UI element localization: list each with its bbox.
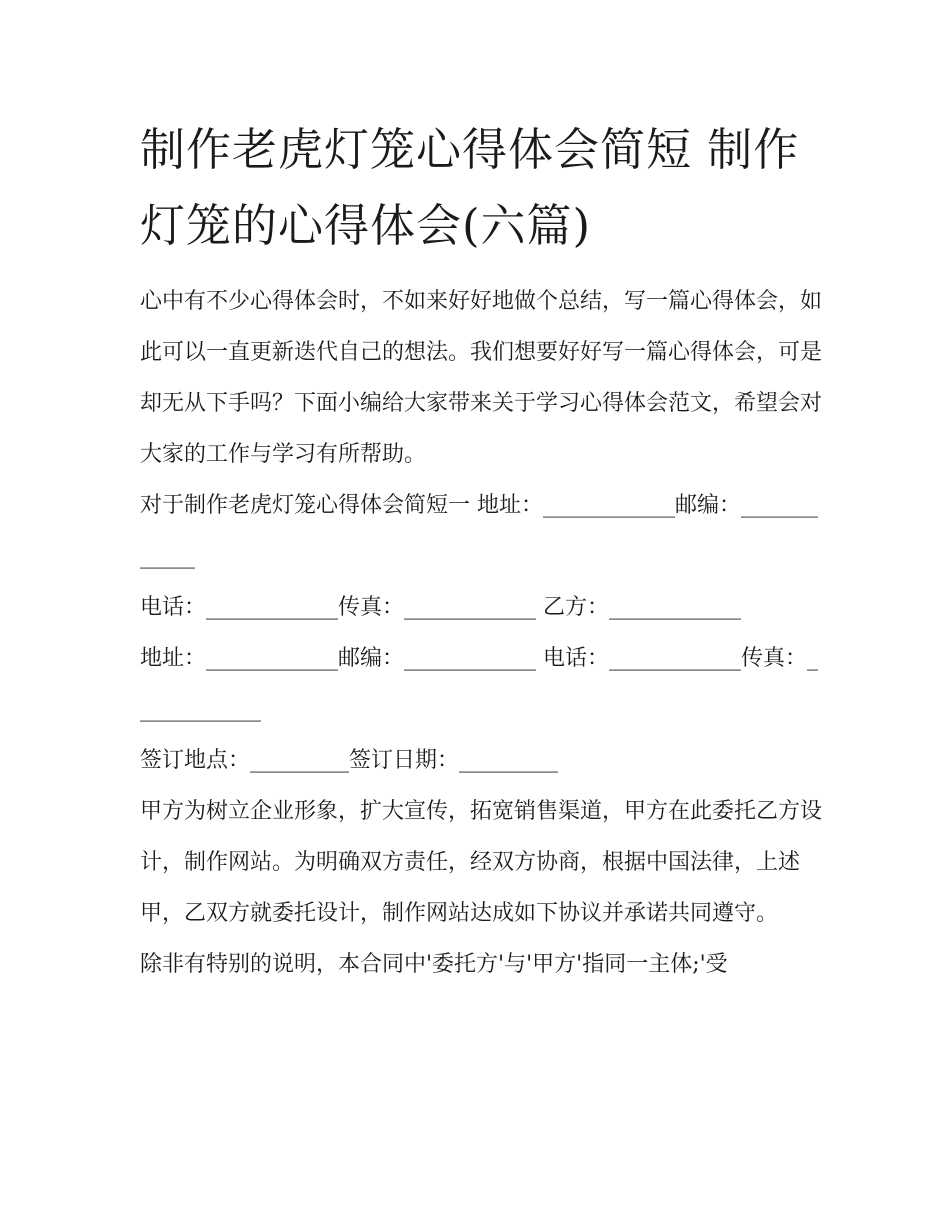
paragraph-definitions: 除非有特别的说明，本合同中'委托方'与'甲方'指同一主体;'受: [140, 952, 728, 977]
paragraph-party-a-phone: 电话：____________传真：____________ 乙方：____________: [140, 595, 741, 620]
paragraph-purpose: 甲方为树立企业形象，扩大宣传，拓宽销售渠道，甲方在此委托乙方设计，制作网站。为明确双方责任，经双方协商，根据中国法律，上述甲，乙双方就委托设计，制作网站达成如下协议并承诺共同遵守。: [140, 799, 823, 926]
document-body: [140, 276, 825, 990]
paragraph-party-b-address: 地址：____________邮编：____________ 电话：____________传真：____________: [140, 646, 818, 722]
paragraph-intro: 心中有不少心得体会时，不如来好好地做个总结，写一篇心得体会，如此可以一直更新迭代自己的想法。我们想要好好写一篇心得体会，可是却无从下手吗？下面小编给大家带来关于学习心得体会范文，希望会对大家的工作与学习有所帮助。: [140, 289, 823, 467]
paragraph-signing: 签订地点：_________签订日期：_________: [140, 748, 559, 773]
paragraph-party-a-address: 对于制作老虎灯笼心得体会简短一 地址：____________邮编：____________: [140, 493, 818, 569]
document-title: 制作老虎灯笼心得体会简短 制作灯笼的心得体会(六篇): [140, 123, 800, 252]
